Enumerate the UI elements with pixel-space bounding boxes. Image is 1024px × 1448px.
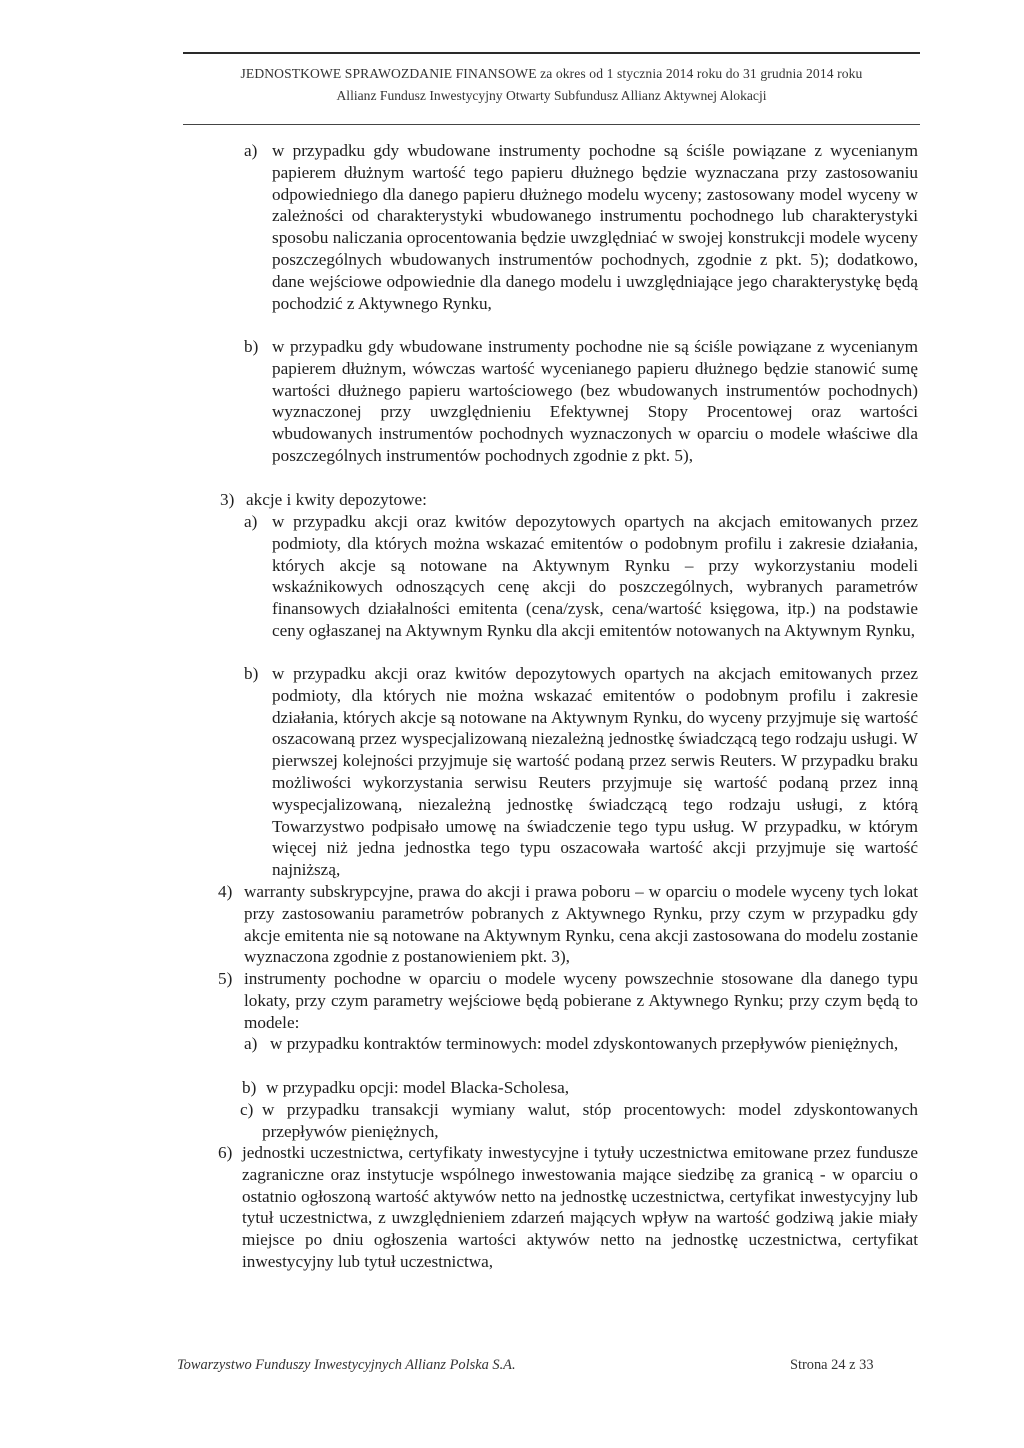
list-marker: a) [244,512,258,531]
list-item-text: instrumenty pochodne w oparciu o modele wyceny powszechnie stosowane dla danego typu lokaty, przy czym parametry wejściowe będą pobierane z Aktywnego Rynku; przy czym będą to modele: [244,969,918,1032]
list-item-text: w przypadku akcji oraz kwitów depozytowych opartych na akcjach emitowanych przez podmioty, dla których można wskazać emitentów o podobnym profilu i zakresie działania, których akcje są notowane na Aktywnym Rynku – przy wykorzystaniu modeli wskaźnikowych odnoszących cenę akcji do poszczególnych, wybranych parametrów finansowych działalności emitenta (cena/zysk, cena/wartość księgowa, itp.) na podstawie ceny ogłaszanej na Aktywnym Rynku dla akcji emitentów notowanych na Aktywnym Rynku, [272,512,918,640]
list-item-text: w przypadku transakcji wymiany walut, stóp procentowych: model zdyskontowanych przepływów pieniężnych, [262,1100,918,1141]
list-marker: a) [244,141,258,160]
list-marker: 5) [218,969,233,988]
list-item-text: akcje i kwity depozytowe: [246,490,427,509]
list-item-text: w przypadku gdy wbudowane instrumenty pochodne nie są ściśle powiązane z wycenianym papierem dłużnym, wówczas wartość wycenianego papieru dłużnego będzie stanowić sumę wartości dłużnego papieru wartościowego (bez wbudowanych instrumentów pochodnych) wyznaczonej przy uwzględnieniu Efektywnej Stopy Procentowej oraz wartości wbudowanych instrumentów pochodnych wyznaczonych w oparciu o modele właściwe dla poszczególnych instrumentów pochodnych zgodnie z pkt. 5), [272,337,918,465]
list-item-2a [244,140,918,314]
list-marker: 6) [218,1143,233,1162]
list-item-5b [242,1077,918,1099]
list-item-4 [218,881,918,968]
list-item-3 [220,489,918,511]
list-item-2b [244,336,918,467]
list-item-text: warranty subskrypcyjne, prawa do akcji i prawa poboru – w oparciu o modele wyceny tych lokat przy zastosowaniu parametrów pobranych z Aktywnego Rynku, przy czym w przypadku gdy akcje emitenta nie są notowane na Aktywnym Rynku, cena akcji zastosowana do modelu zostanie wyznaczona zgodnie z postanowieniem pkt. 3), [244,882,918,967]
list-item-text: w przypadku opcji: model Blacka-Scholesa, [266,1078,570,1097]
header-bottom-rule [183,124,920,125]
list-item-text: w przypadku gdy wbudowane instrumenty pochodne są ściśle powiązane z wycenianym papierem dłużnym wartość tego papieru dłużnego będzie wyznaczana przy zastosowaniu odpowiedniego dla danego papieru dłużnego modelu wyceny; zastosowany model wyceny w zależności od charakterystyki wbudowanego instrumentu pochodnego lub charakterystyki sposobu naliczania oprocentowania będzie uwzględniać w swojej konstrukcji modele wyceny poszczególnych wbudowanych instrumentów pochodnych, zgodnie z pkt. 5); dodatkowo, dane wejściowe odpowiednie dla danego modelu i uwzględniające jego charakterystykę będą pochodzić z Aktywnego Rynku, [272,141,918,313]
list-marker: c) [240,1100,254,1119]
header-title: JEDNOSTKOWE SPRAWOZDANIE FINANSOWE za okres od 1 stycznia 2014 roku do 31 grudnia 2014 roku [240,66,863,81]
footer-page-number: Strona 24 z 33 [790,1357,874,1373]
list-item-5 [218,968,918,1033]
list-item-3b [244,663,918,881]
list-item-text: w przypadku akcji oraz kwitów depozytowych opartych na akcjach emitowanych przez podmioty, dla których nie można wskazać emitentów o podobnym profilu i zakresie działania, których akcje są notowane na Aktywnym Rynku, do wyceny przyjmuje się wartość oszacowaną przez wyspecjalizowaną niezależną jednostkę świadczącą tego rodzaju usługi. W pierwszej kolejności przyjmuje się wartość podaną przez serwis Reuters. W przypadku braku możliwości wykorzystania serwisu Reuters przyjmuje się wartość podaną przez inną wyspecjalizowaną, niezależną jednostkę świadczącą tego rodzaju usługi, z którą Towarzystwo podpisało umowę na świadczenie tego typu usług. W przypadku, w którym więcej niż jedna jednostka tego typu oszacowała wartość akcji przyjmuje się wartość najniższą, [272,664,918,880]
list-marker: b) [242,1078,257,1097]
list-marker: 3) [220,490,235,509]
header-subtitle: Allianz Fundusz Inwestycyjny Otwarty Subfundusz Allianz Aktywnej Alokacji [336,88,767,103]
list-item-3a [244,511,918,642]
header-top-rule [183,52,920,54]
list-marker: 4) [218,882,233,901]
list-item-text: w przypadku kontraktów terminowych: model zdyskontowanych przepływów pieniężnych, [270,1034,899,1053]
list-marker: b) [244,664,259,683]
list-item-text: jednostki uczestnictwa, certyfikaty inwestycyjne i tytuły uczestnictwa emitowane przez fundusze zagraniczne oraz instytucje wspólnego inwestowania mające siedzibę za granicą - w oparciu o ostatnio ogłoszoną wartość aktywów netto na jednostkę uczestnictwa, certyfikat inwestycyjny lub tytuł uczestnictwa, z uwzględnieniem zdarzeń mających wpływ na wartość godziwą jakie miały miejsce po dniu ogłoszenia wartości aktywów netto na jednostkę uczestnictwa, certyfikat inwestycyjny lub tytuł uczestnictwa, [242,1143,918,1271]
footer-company: Towarzystwo Funduszy Inwestycyjnych Allianz Polska S.A. [177,1357,516,1373]
list-item-6 [218,1142,918,1273]
list-item-5c [240,1099,918,1143]
list-marker: a) [244,1034,258,1053]
list-item-5a [244,1033,918,1055]
list-marker: b) [244,337,259,356]
